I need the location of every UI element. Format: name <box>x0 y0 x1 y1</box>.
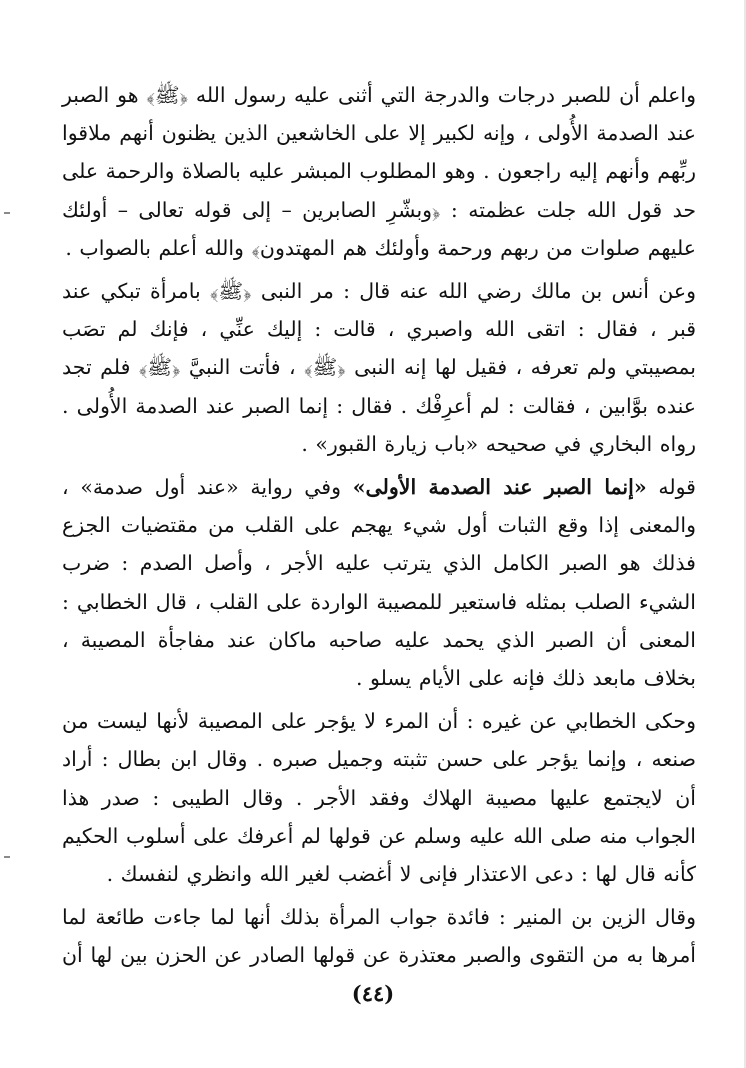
margin-mark <box>4 856 10 858</box>
paragraph-text: وحكى الخطابي عن غيره : أن المرء لا يؤجر على المصيبة لأنها ليست من صنعه ، وإنما يؤجر على حسن تثبته وجميل صبره . وقال ابن بطال : أراد أن لايجتمع عليها مصيبة الهلاك وفقد الأجر . وقال الطيبى : صدر هذا الجواب منه صلى الله عليه وسلم عن قولها لم أعرفك على أسلوب الحكيم كأنه قال لها : دعى الاعتذار فإنى لا أغضب لغير الله وانظري لنفسك . <box>62 709 696 887</box>
paragraph-text: وعن أنس بن مالك رضي الله عنه قال : مر النبى ﴿ﷺ﴾ بامرأة تبكي عند قبر ، فقال : اتقى الله واصبري ، قالت : إليك عنِّي ، فإنك لم تصَب بمصيبتي ولم تعرفه ، فقيل لها إنه النبى ﴿ﷺ﴾ ، فأتت النبيَّ ﴿ﷺ﴾ فلم تجد عنده بوَّابين ، فقالت : لم أعرِفْك . فقال : إنما الصبر عند الصدمة الأُولى . رواه البخاري في صحيحه «باب زيارة القبور» . <box>62 279 696 456</box>
paragraph-lead: قوله <box>658 475 696 500</box>
paragraph-text: واعلم أن للصبر درجات والدرجة التي أثنى عليه رسول الله ﴿ﷺ﴾ هو الصبر عند الصدمة الأُولى ، وإنه لكبير إلا على الخاشعين الذين يظنون أنهم ملاقوا ربِّهم وأنهم إليه راجعون . وهو المطلوب المبشر عليه بالصلاة والرحمة على حد قول الله جلت عظمته : ﴿وبشّرِ الصابرين – إلى قوله تعالى – أولئك عليهم صلوات من ربهم ورحمة وأولئك هم المهتدون﴾ والله أعلم بالصواب . <box>62 83 696 260</box>
page-body <box>62 76 696 976</box>
paragraph-commentary <box>62 468 696 697</box>
paragraph-text: وفي رواية «عند أول صدمة» ، والمعنى إذا وقع الثبات أول شيء يهجم على القلب من مقتضيات الجزع فذلك هو الصبر الكامل الذي يترتب عليه الأجر ، وأصل الصدم : ضرب الشيء الصلب بمثله فاستعير للمصيبة الواردة على القلب ، قال الخطابي : المعنى أن الصبر الذي يحمد عليه صاحبه ماكان عند مفاجأة المصيبة ، بخلاف مابعد ذلك فإنه على الأيام يسلو . <box>62 475 696 691</box>
paragraph-zayn-munir <box>62 898 696 974</box>
paragraph-sabr-degrees <box>62 76 696 267</box>
paragraph-anas-hadith <box>62 272 696 463</box>
margin-mark <box>4 212 10 214</box>
paragraph-khattabi <box>62 702 696 893</box>
paragraph-text: وقال الزين بن المنير : فائدة جواب المرأة بذلك أنها لما جاءت طائعة لما أمرها به من التقوى والصبر معتذرة عن قولها الصادر عن الحزن بين لها أن <box>62 905 696 968</box>
page-number: (٤٤) <box>351 981 395 1006</box>
hadith-quote-emphasis: «إنما الصبر عند الصدمة الأولى» <box>352 475 647 500</box>
